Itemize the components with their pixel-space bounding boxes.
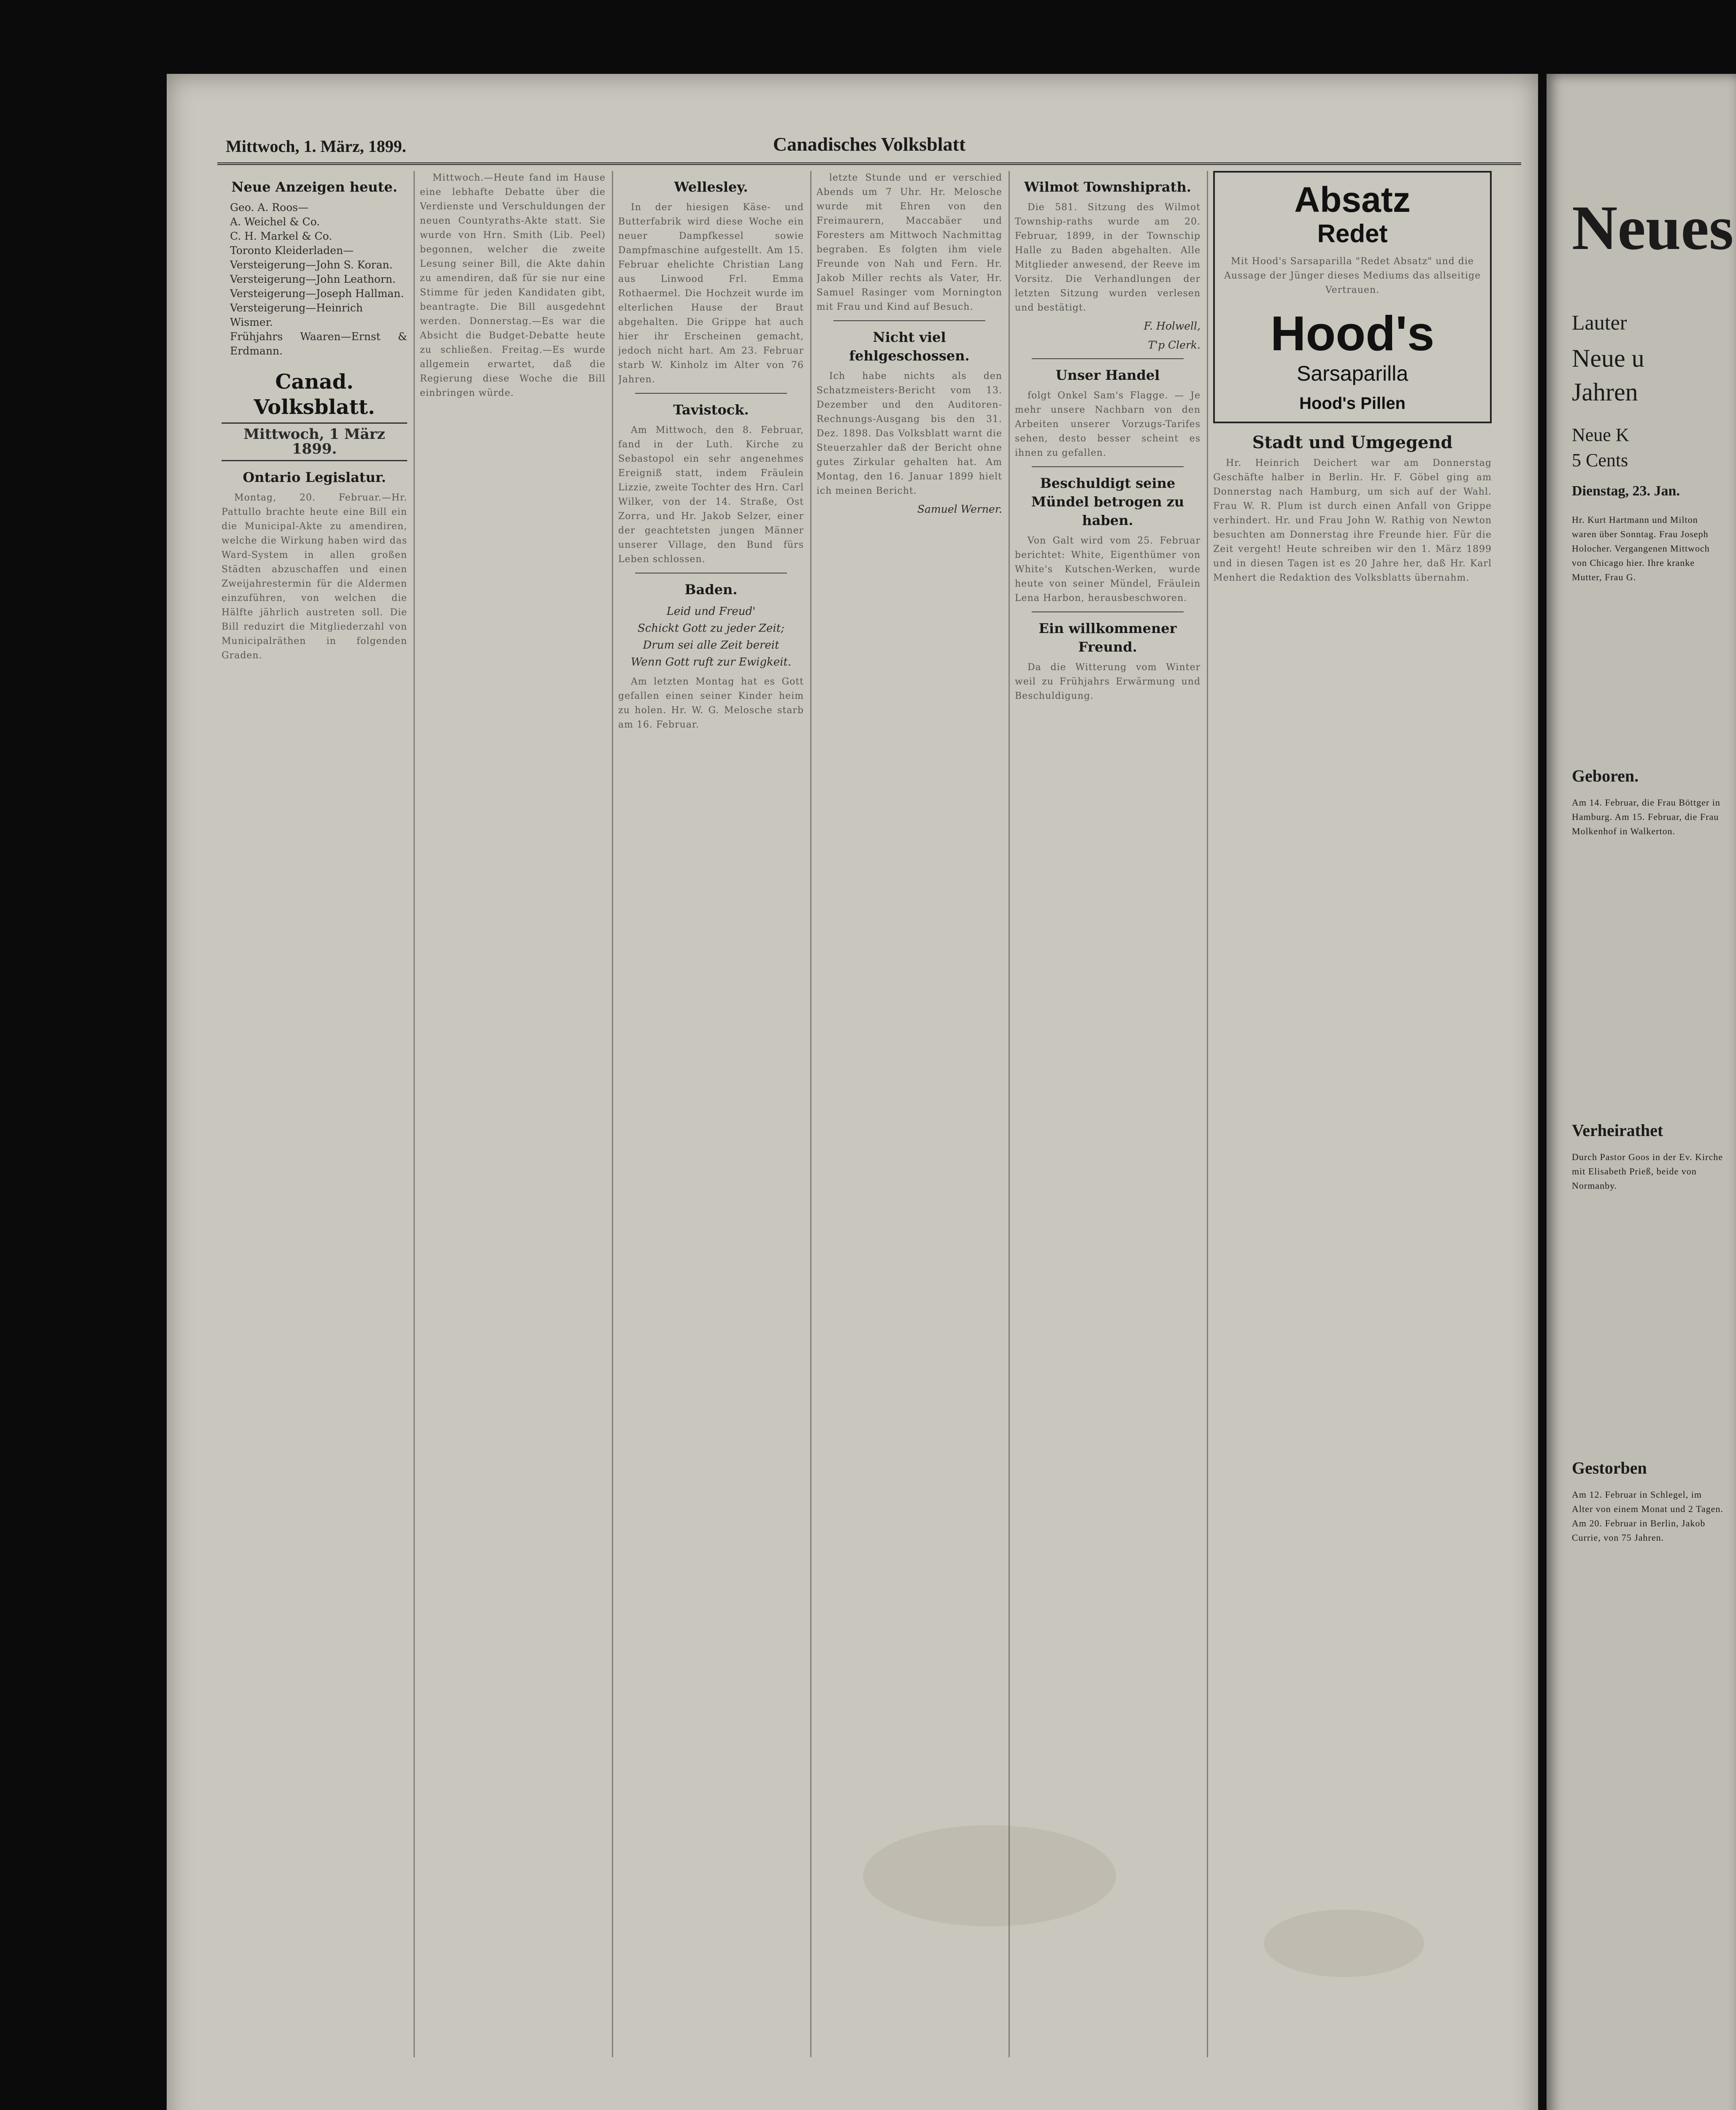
section-heading: Nicht viel fehlgeschossen. [849, 329, 970, 364]
column-2 [420, 171, 606, 2057]
section-divider [1032, 611, 1184, 612]
page2-title: Neues [1572, 193, 1734, 263]
ad-body: Mit Hood's Sarsaparilla "Redet Absatz" und die Aussage der Jünger dieses Mediums das allseitige Vertrauen. [1224, 256, 1481, 295]
article-body: Ich habe nichts als den Schatzmeisters-Bericht vom 13. Dezember und den Auditoren-Rechnungs-Ausgang bis den 31. Dez. 1898. Das Volksblatt warnt die Steuerzahler daß der Bericht ohne gutes Zirkular gehalten hat. Am Montag, den 16. Januar 1899 hielt ich meinen Bericht. [817, 371, 1002, 496]
section-divider [1032, 466, 1184, 467]
anzeigen-item: Frühjahrs Waaren—Ernst & Erdmann. [230, 330, 407, 357]
page2-heading: Gestorben [1572, 1458, 1647, 1477]
column-divider [612, 171, 613, 2057]
signature: Samuel Werner. [917, 503, 1002, 515]
page2-heading: Geboren. [1572, 766, 1639, 785]
section-divider [833, 320, 985, 321]
page2-heading: Verheirathet [1572, 1121, 1663, 1140]
ad-brand: Hood's [1270, 306, 1435, 361]
signature: T'p Clerk. [1148, 339, 1201, 351]
page2-body: Am 12. Februar in Schlegel, im Alter von einem Monat und 2 Tagen. Am 20. Februar in Berlin, Jakob Currie, von 75 Jahren. [1572, 1489, 1723, 1543]
article-body: folgt Onkel Sam's Flagge. — Je mehr unsere Nachbarn von den Arbeiten unserer Vorzugs-Tarifes sehen, desto besser scheint es ihnen zu gefallen. [1015, 390, 1201, 458]
header-title: Canadisches Volksblatt [773, 133, 966, 155]
anzeigen-item: C. H. Markel & Co. [230, 230, 333, 242]
ad-headline: Absatz [1294, 180, 1411, 219]
article-body: In der hiesigen Käse- und Butterfabrik wird diese Woche ein neuer Dampfkessel sowie Dampfmaschine aufgestellt. Am 15. Februar ehelichte Christian Lang aus Linwood Frl. Emma Rothaermel. Die Hochzeit wurde im elterlichen Hause der Braut abgehalten. Die Grippe hat auch hier ihr Erscheinen gemacht, jedoch nicht hart. Am 23. Februar starb W. Kinholz im Alter von 76 Jahren. [618, 202, 804, 385]
article-body: Hr. Heinrich Deichert war am Donnerstag Geschäfte halber in Berlin. Hr. F. Göbel ging am Donnerstag nach Hamburg, um sich auf der Wahl. Frau W. R. Plum ist durch einen Anfall von Grippe verhindert. Hr. und Frau John W. Rathig von Newton besuchten am Donnerstag ihre Freunde hier. Für die Zeit vergeht! Heute schreiben wir den 1. März 1899 und in diesen Tagen ist es 20 Jahre her, daß Hr. Karl Menhert die Redaktion des Volksblatts übernahm. [1213, 458, 1492, 583]
anzeigen-item: A. Weichel & Co. [230, 216, 320, 228]
section-heading: Beschuldigt seine Mündel betrogen zu haben. [1031, 475, 1184, 528]
column-3 [618, 171, 804, 2057]
section-divider [1032, 358, 1184, 359]
page-header [217, 124, 1521, 165]
page2-line: Lauter [1572, 311, 1627, 334]
article-body: letzte Stunde und er verschied Abends um 7 Uhr. Hr. Melosche wurde mit Ehren von den Freimaurern, Maccabäer und Foresters am Mittwoch Nachmittag begraben. Es folgten ihm viele Freunde von Nah und Fern. Hr. Jakob Miller rechts als Vater, Hr. Samuel Rasinger vom Mornington mit Frau und Kind auf Besuch. [817, 173, 1002, 312]
article-body: Da die Witterung vom Winter weil zu Frühjahrs Erwärmung und Beschuldigung. [1015, 662, 1201, 701]
anzeigen-item: Versteigerung—Heinrich Wismer. [230, 302, 363, 328]
hoods-advertisement [1213, 171, 1492, 423]
column-divider [810, 171, 811, 2057]
section-heading: Ein willkommener Freund. [1038, 620, 1177, 655]
signature: F. Holwell, [1144, 320, 1201, 332]
anzeigen-item: Geo. A. Roos— [230, 201, 308, 214]
section-heading: Baden. [684, 582, 738, 598]
ad-pills: Hood's Pillen [1299, 394, 1406, 413]
page2-body: Durch Pastor Goos in der Ev. Kirche mit Elisabeth Prieß, beide von Normanby. [1572, 1152, 1723, 1191]
newspaper-page [167, 74, 1538, 2110]
page2-line: Neue K [1572, 425, 1629, 445]
article-body: Am Mittwoch, den 8. Februar, fand in der Luth. Kirche zu Sebastopol ein sehr angenehmes Ereigniß statt, indem Fräulein Lizzie, zweite Tochter des Hrn. Carl Wilker, von der 14. Straße, Ost Zorra, und Hr. Jakob Selzer, einer der geachtetsten jungen Männer unserer Village, den Bund fürs Leben schlossen. [618, 425, 804, 565]
ad-subheadline: Redet [1317, 219, 1388, 248]
page2-date: Dienstag, 23. Jan. [1572, 483, 1680, 499]
poem-line: Leid und Freud' [666, 605, 756, 618]
section-heading: Stadt und Umgegend [1252, 433, 1453, 452]
page2-line: 5 Cents [1572, 450, 1628, 471]
masthead-date: Mittwoch, 1 März 1899. [222, 422, 407, 461]
column-divider [1207, 171, 1208, 2057]
section-heading: Wellesley. [674, 179, 748, 195]
section-heading: Wilmot Townshiprath. [1024, 179, 1191, 195]
page2-body: Am 14. Februar, die Frau Böttger in Hamburg. Am 15. Februar, die Frau Molkenhof in Walkerton. [1572, 797, 1720, 836]
anzeigen-item: Versteigerung—John Leathorn. [230, 273, 396, 285]
column-5 [1015, 171, 1201, 2057]
adjacent-page [1547, 74, 1736, 2110]
page2-line: Neue u [1572, 344, 1644, 372]
anzeigen-item: Versteigerung—Joseph Hallman. [230, 287, 404, 300]
column-divider [1009, 171, 1010, 2057]
poem-line: Wenn Gott ruft zur Ewigkeit. [630, 656, 792, 668]
anzeigen-list [230, 200, 407, 358]
section-heading: Tavistock. [673, 402, 749, 418]
column-6 [1213, 171, 1492, 2057]
article-body: Am letzten Montag hat es Gott gefallen einen seiner Kinder heim zu holen. Hr. W. G. Melosche starb am 16. Februar. [618, 676, 804, 730]
anzeigen-heading: Neue Anzeigen heute. [231, 179, 397, 195]
ad-product: Sarsaparilla [1296, 362, 1408, 385]
section-heading: Unser Handel [1055, 367, 1160, 383]
page2-line: Jahren [1572, 378, 1638, 406]
header-date: Mittwoch, 1. März, 1899. [226, 137, 406, 156]
article-body: Von Galt wird vom 25. Februar berichtet: White, Eigenthümer von White's Kutschen-Werken, wurde heute von seiner Mündel, Fräulein Lena Harbon, herausbeschworen. [1015, 536, 1201, 603]
article-body: Die 581. Sitzung des Wilmot Township-raths wurde am 20. Februar, 1899, in der Townschip Halle zu Baden abgehalten. Alle Mitglieder anwesend, der Reeve im Vorsitz. Die Verhandlungen der letzten Sitzung wurden verlesen und bestätigt. [1015, 202, 1201, 313]
anzeigen-item: Versteigerung—John S. Koran. [230, 259, 393, 271]
anzeigen-item: Toronto Kleiderladen— [230, 244, 354, 257]
poem-line: Schickt Gott zu jeder Zeit; [638, 622, 784, 635]
section-divider [635, 393, 787, 394]
masthead: Canad. Volksblatt. [254, 370, 375, 419]
poem [618, 603, 804, 671]
column-4 [817, 171, 1002, 2057]
column-divider [414, 171, 415, 2057]
article-body: Mittwoch.—Heute fand im Hause eine lebhafte Debatte über die Verdienste und Verschuldungen der neuen Countyraths-Akte statt. Sie wurde von Hrn. Smith (Lib. Peel) begonnen, welcher die zweite Lesung seiner Bill, die Akte dahin zu amendiren, daß für sie nur eine Stimme für jeden Kandidaten gibt, beantragte. Die Bill ausgedehnt werden. Donnerstag.—Es war die Absicht die Budget-Debatte heute zu schließen. Freitag.—Es wurde allgemein erwartet, daß die Regierung diese Woche die Bill einbringen würde. [420, 173, 606, 398]
poem-line: Drum sei alle Zeit bereit [643, 639, 779, 652]
article-body: Montag, 20. Februar.—Hr. Pattullo brachte heute eine Bill ein die Municipal-Akte zu amendiren, welche die Wirkung haben wird das Ward-System in allen großen Städten abzuschaffen und einen Zweijahrestermin für die Aldermen einzuführen, von welchen die Hälfte jährlich austreten soll. Die Bill reduzirt die Mitgliederzahl von Municipalräthen in folgenden Graden. [222, 492, 407, 661]
column-1 [222, 171, 407, 2057]
article-heading: Ontario Legislatur. [243, 469, 386, 485]
page2-body: Hr. Kurt Hartmann und Milton waren über Sonntag. Frau Joseph Holocher. Vergangenen Mittwoch von Chicago hier. Ihre kranke Mutter, Frau G. [1572, 514, 1710, 582]
